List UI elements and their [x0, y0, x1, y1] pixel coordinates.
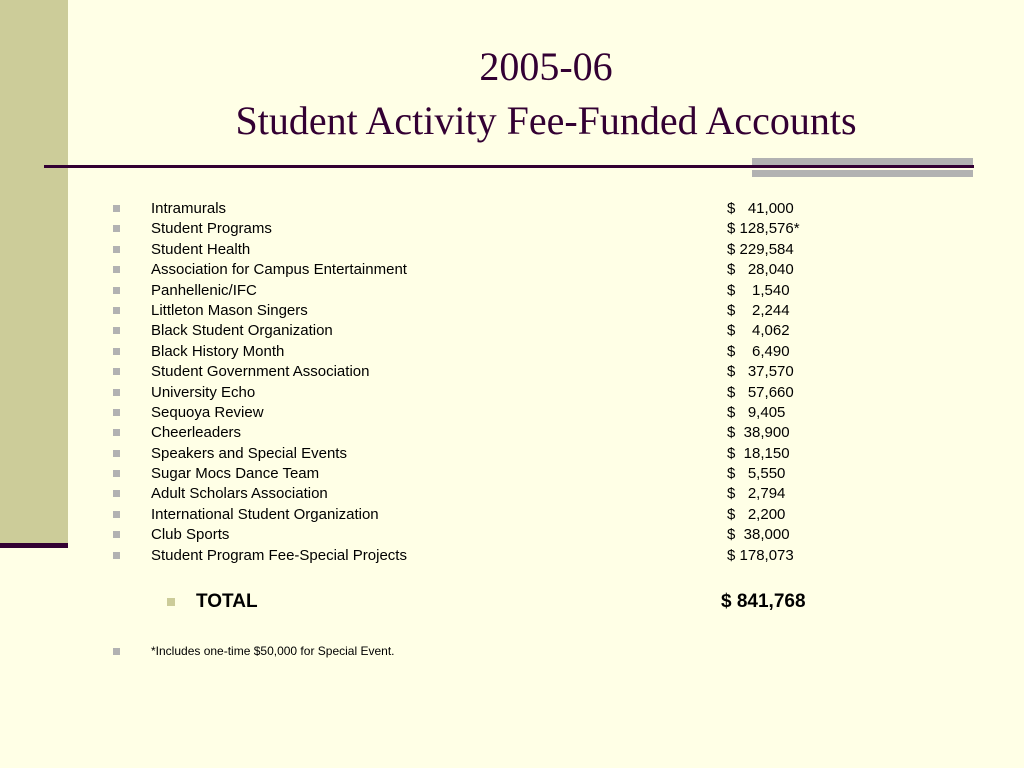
account-amount: $ 6,490	[727, 342, 790, 360]
account-name: Black Student Organization	[151, 322, 333, 340]
account-name: Black History Month	[151, 342, 285, 360]
square-bullet-icon	[113, 368, 120, 375]
account-name: International Student Organization	[151, 505, 379, 523]
accent-bar-upper	[752, 158, 973, 165]
account-amount: $ 2,244	[727, 301, 790, 319]
list-item	[0, 260, 1024, 280]
list-item	[0, 383, 1024, 403]
account-amount: $ 128,576*	[727, 220, 800, 238]
total-row	[0, 590, 1024, 614]
account-amount: $ 37,570	[727, 363, 794, 381]
square-bullet-icon	[113, 205, 120, 212]
square-bullet-icon	[113, 307, 120, 314]
account-name: Association for Campus Entertainment	[151, 261, 407, 279]
accent-bar-lower	[752, 170, 973, 177]
list-item	[0, 240, 1024, 260]
account-amount: $ 28,040	[727, 261, 794, 279]
list-item	[0, 525, 1024, 545]
list-item	[0, 301, 1024, 321]
total-label: TOTAL	[196, 591, 258, 612]
account-amount: $ 57,660	[727, 383, 794, 401]
account-amount: $ 2,200	[727, 505, 786, 523]
account-name: Littleton Mason Singers	[151, 301, 308, 319]
square-bullet-icon	[113, 348, 120, 355]
list-item	[0, 464, 1024, 484]
list-item	[0, 281, 1024, 301]
square-bullet-icon	[113, 450, 120, 457]
square-bullet-icon	[113, 327, 120, 334]
account-name: University Echo	[151, 383, 256, 401]
account-amount: $ 41,000	[727, 200, 794, 217]
square-bullet-icon	[113, 511, 120, 518]
list-item	[0, 505, 1024, 525]
square-bullet-icon	[113, 266, 120, 273]
account-name: Cheerleaders	[151, 424, 242, 442]
title-heading: Student Activity Fee-Funded Accounts	[235, 98, 857, 143]
account-amount: $ 4,062	[727, 322, 790, 340]
list-item	[0, 444, 1024, 464]
account-name: Student Government Association	[151, 363, 370, 381]
account-name: Sequoya Review	[151, 403, 264, 421]
account-name: Intramurals	[151, 200, 227, 217]
account-name: Sugar Mocs Dance Team	[151, 465, 320, 483]
square-bullet-icon	[113, 429, 120, 436]
account-amount: $ 9,405	[727, 403, 786, 421]
square-bullet-icon	[113, 225, 120, 232]
account-amount: $ 1,540	[727, 281, 790, 299]
list-item	[0, 546, 1024, 566]
title-rule	[44, 165, 974, 168]
account-amount: $ 5,550	[727, 465, 786, 483]
list-item	[0, 219, 1024, 239]
account-amount: $ 18,150	[727, 444, 790, 462]
account-name: Speakers and Special Events	[151, 444, 347, 462]
footnote-text: *Includes one-time $50,000 for Special Event.	[151, 644, 395, 658]
square-bullet-icon	[113, 287, 120, 294]
list-item	[0, 403, 1024, 423]
square-bullet-icon	[113, 389, 120, 396]
account-name: Club Sports	[151, 526, 230, 544]
account-amount: $ 38,900	[727, 424, 790, 442]
list-item	[0, 199, 1024, 219]
total-amount: $ 841,768	[721, 591, 806, 612]
account-name: Student Health	[151, 240, 251, 258]
list-item	[0, 321, 1024, 341]
square-bullet-icon	[113, 648, 120, 655]
account-name: Panhellenic/IFC	[151, 281, 257, 299]
square-bullet-icon	[113, 552, 120, 559]
square-bullet-icon	[167, 598, 175, 606]
slide-title	[68, 40, 1024, 148]
account-amount: $ 178,073	[727, 546, 794, 564]
account-amount: $ 2,794	[727, 485, 786, 503]
list-item	[0, 342, 1024, 362]
account-amount: $ 229,584	[727, 240, 794, 258]
account-amount: $ 38,000	[727, 526, 790, 544]
square-bullet-icon	[113, 490, 120, 497]
account-name: Student Programs	[151, 220, 272, 238]
square-bullet-icon	[113, 470, 120, 477]
account-name: Student Program Fee-Special Projects	[151, 546, 407, 564]
account-list	[0, 199, 1024, 566]
footnote	[0, 642, 1024, 660]
title-year: 2005-06	[479, 44, 613, 89]
square-bullet-icon	[113, 531, 120, 538]
square-bullet-icon	[113, 246, 120, 253]
square-bullet-icon	[113, 409, 120, 416]
list-item	[0, 362, 1024, 382]
list-item	[0, 423, 1024, 443]
account-name: Adult Scholars Association	[151, 485, 328, 503]
list-item	[0, 484, 1024, 504]
